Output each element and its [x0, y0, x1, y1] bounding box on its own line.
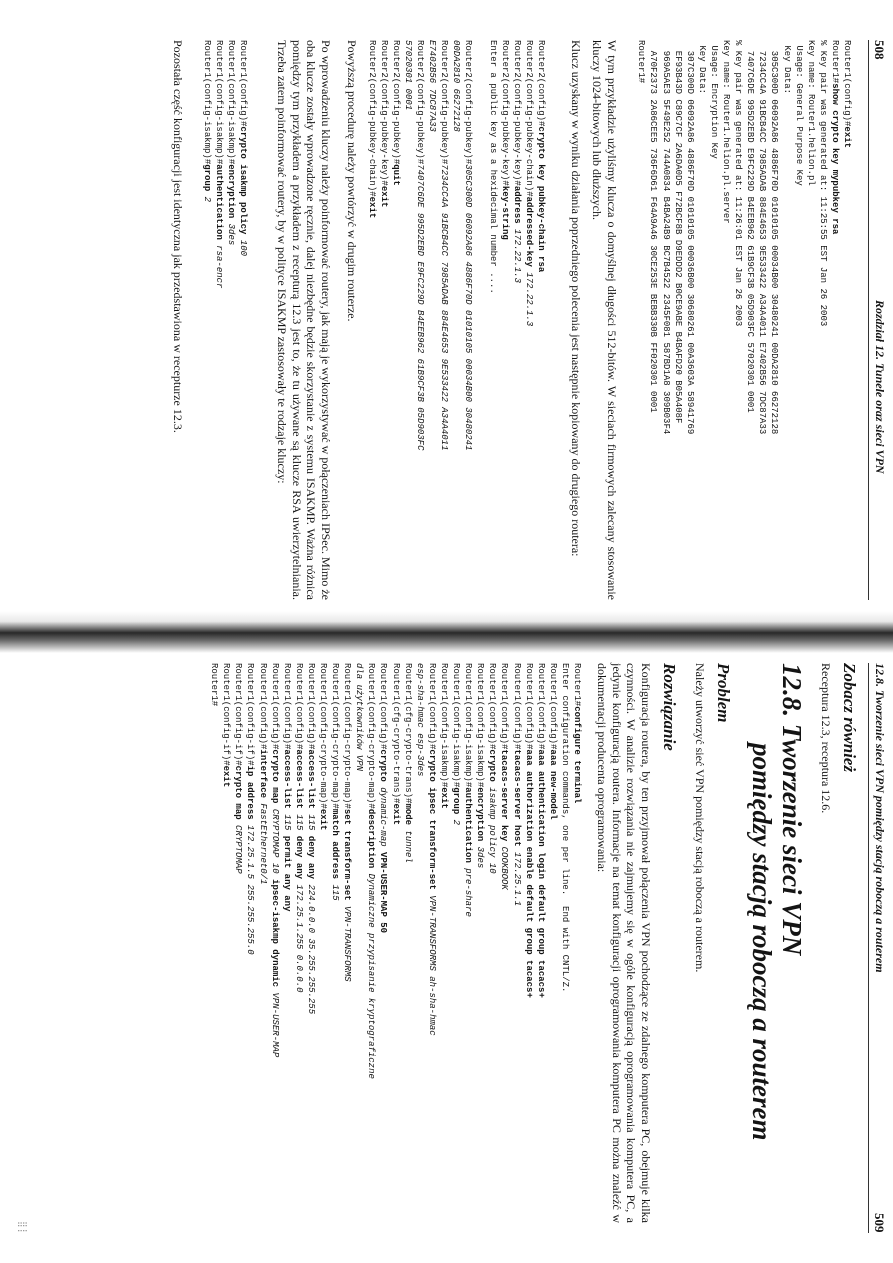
code-segment: 305C300D 06092A86 4886F70D 01010105 00034B00 30480241 [463, 164, 474, 451]
code-segment: VPN-TRANSFORMS ah-sha-hmac [426, 895, 437, 1036]
code-segment: Key Data: [781, 40, 792, 95]
book-gutter-shadow [0, 611, 893, 653]
code-segment: Router1(config-isakmp)# [451, 663, 462, 788]
code-line [523, 663, 535, 1079]
code-line [390, 663, 402, 1079]
code-segment: ipsec-isakmp dynamic [269, 879, 280, 988]
code-segment: 3des [225, 218, 236, 246]
code-segment: crypto key pubkey-chain rsa [536, 126, 546, 273]
code-line [244, 663, 256, 1079]
code-line [365, 663, 377, 1079]
code-segment: CRYPTOMAP [233, 819, 244, 874]
code-segment: interface [257, 749, 268, 799]
code-line [414, 663, 426, 1079]
code-segment: aaa authorization enable default group tacacs+ [523, 749, 534, 998]
code-segment: VPN-USER-MAP [269, 987, 280, 1058]
code-segment: Key name: Router1.helion.pl.server [721, 40, 732, 224]
paragraph-key-length: W tym przykładzie użyliśmy klucza o domyślnej długości 512-bitów. W sieciach firmowych zalecany stosowanie kluczy 1024-bitowych lub dłuższych. [590, 40, 619, 600]
code-segment: exit [390, 803, 401, 826]
code-segment: rsa-encr [213, 239, 224, 289]
code-segment: A70F2373 2A86CEE5 736F6D61 F64A9A46 30CE253E BEBB330B FF020301 0001 [648, 40, 659, 413]
code-segment: Dynamiczne przypisanie kryptograficzne [366, 868, 377, 1079]
code-segment: Router1(config)# [281, 663, 292, 750]
code-segment: Router1(config-if)# [221, 663, 232, 766]
code-segment: 7234CC4A 91BCB4CC 7985ADAB 884E4653 9E533422 A34A4011 [439, 164, 450, 451]
code-line [426, 40, 438, 450]
code-segment: 7407C6DE 995D2EBD E9FC229D B4EEB962 61B9CF3B 05D903FC [415, 164, 426, 451]
code-segment: Enter configuration commands, one per line. End with CNTL/Z. [559, 663, 570, 993]
code-segment: 224.0.0.0 35.255.255.255 [305, 879, 316, 1015]
code-segment: group [451, 787, 462, 815]
code-line [510, 663, 522, 1079]
code-line [474, 663, 486, 1079]
left-page [0, 0, 893, 611]
code-segment: ip address [245, 765, 256, 820]
code-segment: Router2(config-pubkey-key)# [511, 40, 522, 186]
left-page-number: 508 [872, 40, 887, 60]
code-segment: deny any [305, 835, 316, 880]
code-segment: Router1(config)# [547, 663, 558, 750]
code-segment: exit [438, 787, 449, 809]
paragraph-isakmp-info: Po wprowadzeniu kluczy należy poinformować routery, jak mają je wykorzystywać w połączeniach IPSec. Mimo że oba klucze zostały wprowadzone ręcznie, dalej niezbędne będzie skorzystanie z systemu ISAKMP. Ważna różnica pomiędzy tym przykładem a przykładem z recepturą 12.3 jest to, że tu używane są klucze RSA uwierzytelniania. Trzeba zatem poinformować routery, by w polityce ISAKMP zastosowały te rodzaje kluczy: [275, 40, 333, 600]
code-segment: exit [366, 196, 377, 219]
code-line [450, 40, 462, 450]
code-segment: group [201, 164, 212, 192]
code-segment: Usage: General Purpose Key [793, 40, 804, 186]
code-line [402, 40, 414, 450]
code-line [269, 663, 281, 1079]
code-segment: Router1(config)# [378, 663, 389, 750]
right-page-number: 509 [872, 1213, 887, 1233]
code-line [462, 40, 474, 450]
code-segment: Router1(config-crypto-map)# [366, 663, 377, 809]
code-line [817, 40, 829, 434]
code-line [487, 40, 499, 450]
code-segment: Router1# [636, 40, 647, 84]
code-segment: Router2(config-pubkey-chain)# [523, 40, 534, 197]
code-line [377, 663, 389, 1079]
code-line [841, 40, 853, 434]
code-line [635, 40, 647, 434]
code-line [213, 40, 225, 288]
code-segment: set transform-set [342, 808, 353, 901]
code-line [220, 663, 232, 1079]
left-header-rule [868, 40, 869, 600]
code-segment: Enter a public key as a hexidecimal number .... [487, 40, 498, 294]
code-segment: 115 [305, 808, 316, 836]
code-segment: 2 [201, 191, 212, 203]
section-title-line-1: 12.8. Tworzenie sieci VPN [777, 663, 807, 956]
paragraph-rest-config: Pozostała część konfiguracji jest identyczna jak przedstawiona w recepturze 12.3. [171, 40, 185, 433]
code-line [660, 40, 672, 434]
code-line [317, 663, 329, 1079]
code-line [672, 40, 684, 434]
code-line [559, 663, 571, 1079]
code-block-show-key [635, 40, 853, 434]
code-segment: encryption [475, 787, 486, 842]
code-segment: Router2(config-pubkey-key)# [499, 40, 510, 186]
see-also-heading: Zobacz również [840, 663, 859, 773]
code-segment: isakmp policy 10 [487, 781, 498, 874]
code-line [499, 40, 511, 450]
code-line [647, 40, 659, 434]
code-segment: Usage: Encryption Key [708, 40, 719, 159]
code-segment: 00DA2810 66272128 [451, 40, 462, 132]
code-line [523, 40, 535, 450]
code-segment: E7402B56 7DC87A33 [427, 40, 438, 132]
solution-text: Konfiguracja routera, by ten przyjmował połączenia VPN pochodzące ze zdalnego komputera PC, obejmuje kilka czynności. W analizie rozwiązania nie zajmujemy się w ogóle konfiguracją oprogramowania komputera PC, a jedynie konfiguracją routera. Informacje na temat konfiguracji oprogramowania komputera PC można znaleźć w dokumentacji producenta oprogramowania: [595, 663, 653, 1223]
code-segment: Router2(config-pubkey)# [463, 40, 474, 165]
code-segment: % Key pair was generated at: 11:25:55 EST Jan 26 2003 [817, 40, 828, 327]
code-segment: show crypto key mypubkey rsa [829, 83, 840, 235]
code-line [353, 663, 365, 1079]
code-segment: access-list [281, 749, 292, 809]
code-line [720, 40, 732, 434]
code-segment: Router1(config-isakmp)# [463, 663, 474, 788]
code-line [390, 40, 402, 450]
code-line [438, 663, 450, 1079]
code-line [366, 40, 378, 450]
code-segment: Router1(config)# [238, 40, 248, 127]
code-line [768, 40, 780, 434]
code-line [684, 40, 696, 434]
code-line [756, 40, 768, 434]
code-segment: 307C300D 06092A86 4886F70D 01010105 00036B00 30680261 00A3603A 58941769 [684, 40, 695, 435]
code-segment: Router1(config)# [535, 663, 546, 750]
code-segment: 115 [330, 879, 341, 901]
code-segment: Key name: Router1.helion.pl [805, 40, 816, 186]
code-line [329, 663, 341, 1079]
code-segment: permit any any [281, 835, 292, 912]
code-line [498, 663, 510, 1079]
code-segment: exit [221, 765, 232, 788]
code-segment: deny any [293, 835, 304, 880]
code-segment: 172.25.1.255 0.0.0.0 [293, 879, 304, 993]
code-line [438, 40, 450, 450]
code-line [547, 663, 559, 1079]
code-segment: aaa new-model [547, 749, 558, 820]
code-segment: Router1(cfg-crypto-trans)# [402, 663, 413, 804]
code-segment: exit [842, 126, 852, 149]
code-line [208, 663, 220, 1079]
code-line [793, 40, 805, 434]
code-line [256, 663, 268, 1079]
code-line [708, 40, 720, 434]
code-segment: Router1(config)# [269, 663, 280, 750]
code-line [201, 40, 213, 288]
code-segment: Router1(config-if)# [245, 663, 256, 766]
code-segment: 7234CC4A 91BCB4CC 7985ADAB 884E4653 9E533422 A34A4011 E7402B56 7DC87A33 [757, 40, 768, 435]
code-segment: EF93B43D C89C7CF 2A6DA0D5 F72BCF8B D9EDDD2 B0CE9ABE B4BAFD20 B05A408F [672, 40, 683, 424]
code-segment: Router1(config-crypto-map)# [318, 663, 329, 809]
code-segment: ipsec transform-set [426, 781, 437, 896]
code-segment: Router1# [209, 663, 220, 707]
scanner-noise-mark: ⣿⡇ [17, 1221, 27, 1237]
problem-heading: Problem [714, 663, 733, 723]
code-segment: exit [378, 185, 389, 208]
code-segment: description [366, 808, 377, 869]
code-segment: Router1(config)# [293, 663, 304, 750]
code-segment: dynamic-map [378, 781, 389, 853]
code-segment: Router1# [829, 40, 840, 84]
code-segment: crypto map [269, 749, 280, 804]
code-line [450, 663, 462, 1079]
code-line [535, 40, 547, 450]
code-segment: Router1(config)# [426, 663, 437, 750]
code-segment: CRYPTOMAP 10 [269, 803, 280, 880]
code-line [462, 663, 474, 1079]
code-line [732, 40, 744, 434]
code-segment: authentication [213, 164, 224, 240]
code-segment: exit [318, 808, 329, 831]
code-line [402, 663, 414, 1079]
code-segment: Router2(config-pubkey)# [415, 40, 426, 165]
code-segment: Router1# [572, 663, 582, 707]
code-segment: 100 [238, 234, 248, 257]
code-line [696, 40, 708, 434]
code-segment: configure terminal [572, 706, 582, 804]
code-segment: encryption [225, 164, 236, 219]
code-segment: Router1(config)# [523, 663, 534, 750]
code-segment: Router1(config-isakmp)# [438, 663, 449, 788]
code-segment: addressed-key [523, 196, 534, 267]
code-line [293, 663, 305, 1079]
code-segment: 969A5AE3 5F49E252 744A0834 B4BA24B9 BC7B4522 2345F081 587BD1A8 309B03F4 [660, 40, 671, 435]
code-segment: Router2(config-pubkey)# [439, 40, 450, 165]
code-segment: tacacs-server key [499, 749, 510, 842]
code-segment: quit [390, 164, 401, 186]
code-segment: Router1(config-if)# [233, 663, 244, 766]
code-segment: Router1(config)# [305, 663, 316, 750]
code-segment: 305C300D 06092A86 4886F70D 01010105 00034B00 30480241 00DA2810 66272128 [769, 40, 780, 435]
right-running-header: 12.8. Tworzenie sieci VPN pomiędzy stacją roboczą a routerem [873, 663, 887, 973]
code-line [426, 663, 438, 1079]
code-line [571, 663, 583, 1079]
code-segment: 7407C6DE 995D2EBD E9FC229D B4EEB962 61B9CF3B 05D903FC 57020301 0001 [745, 40, 756, 413]
code-segment: 3des [475, 841, 486, 869]
code-segment: crypto [426, 749, 437, 782]
code-segment: Router1(config)# [257, 663, 268, 750]
code-line [232, 663, 244, 1079]
code-line [237, 40, 249, 288]
code-segment: access-list [305, 749, 316, 809]
code-segment: Key Data: [696, 40, 707, 95]
code-segment: Router1(config-crypto-map)# [342, 663, 353, 809]
right-header-rule [868, 663, 869, 1233]
code-segment: tacacs-server host [511, 749, 522, 847]
code-segment: Router2(config-pubkey-chain)# [366, 40, 377, 197]
code-line [780, 40, 792, 434]
code-segment: Router1(config)# [842, 40, 852, 127]
code-segment: 57020301 0001 [402, 40, 413, 111]
problem-text: Należy utworzyć sieć VPN pomiędzy stacją roboczą a routerem. [693, 663, 707, 973]
code-line [805, 40, 817, 434]
code-line [829, 40, 841, 434]
left-running-header: Rozdział 12. Tunele oraz sieci VPN [873, 300, 887, 474]
code-segment: FastEthernet0/1 [257, 798, 268, 885]
code-segment: COOKBOOK [499, 841, 510, 890]
code-segment: key-string [499, 185, 510, 240]
section-title-line-2: pomiędzy stacją roboczą a routerem [747, 743, 777, 1141]
code-line [486, 663, 498, 1079]
code-segment: Router2(config-pubkey)# [390, 40, 401, 165]
right-page [0, 653, 893, 1263]
code-segment: 172.25.1.5 255.255.255.0 [245, 819, 256, 955]
solution-heading: Rozwiązanie [660, 663, 679, 751]
code-segment: Router1(config)# [499, 663, 510, 750]
paragraph-key-copy: Klucz uzyskany w wyniku działania poprzedniego polecenia jest następnie kopiowany do drugiego routera: [569, 40, 583, 557]
code-line [511, 40, 523, 450]
code-line [305, 663, 317, 1079]
code-line [535, 663, 547, 1079]
code-segment: authentication [463, 787, 474, 863]
code-segment: dla użytkowników VPN [354, 663, 365, 772]
code-line [378, 40, 390, 450]
code-segment: 172.25.1.1 [511, 846, 522, 907]
code-segment: tunnel [402, 825, 413, 863]
code-segment: Router1(config-isakmp)# [475, 663, 486, 788]
code-line [414, 40, 426, 450]
code-line [281, 663, 293, 1079]
code-segment: % Key pair was generated at: 11:26:01 EST Jan 26 2003 [733, 40, 744, 327]
code-segment: Router1(config-crypto-map)# [330, 663, 341, 809]
code-segment: Router1(config)# [487, 663, 498, 750]
code-segment: crypto [378, 749, 389, 782]
code-segment: 115 [281, 808, 292, 836]
code-segment: Router1(config-isakmp)# [213, 40, 224, 165]
code-segment: Router2(config-pubkey-key)# [378, 40, 389, 186]
code-segment: 172.22.1.3 [523, 266, 534, 327]
code-segment: Router1(config-isakmp)# [225, 40, 236, 165]
code-line [744, 40, 756, 434]
code-line [341, 663, 353, 1079]
code-block-isakmp-policy [201, 40, 249, 288]
code-segment: match address [330, 808, 341, 880]
code-block-router-config [208, 663, 583, 1079]
code-segment: Router2(config)# [536, 40, 546, 127]
code-segment: VPN-TRANSFORMS [342, 900, 353, 982]
code-segment: address [511, 185, 522, 224]
code-segment: crypto [487, 749, 498, 782]
code-segment: 115 [293, 808, 304, 836]
code-segment: crypto map [233, 765, 244, 820]
code-segment: 172.22.1.3 [511, 223, 522, 284]
code-line [474, 40, 486, 450]
code-segment: Router1(config)# [511, 663, 522, 750]
code-segment: Router1(config-isakmp)# [201, 40, 212, 165]
code-segment: VPN-USER-MAP 50 [378, 852, 389, 934]
code-segment: access-list [293, 749, 304, 809]
code-segment: Router1(cfg-crypto-trans)# [390, 663, 401, 804]
see-also-text: Receptura 12.3, receptura 12.6. [819, 663, 833, 814]
section-title [747, 663, 807, 1233]
code-segment: aaa authentication login default group tacacs+ [535, 749, 546, 998]
code-segment: crypto isakmp policy [238, 126, 248, 235]
code-segment: esp-sha-hmac esp-3des [414, 663, 425, 777]
code-segment: pre-share [463, 862, 474, 917]
paragraph-repeat: Powyższą procedurę należy powtórzyć w drugim routerze. [345, 40, 359, 322]
code-line [225, 40, 237, 288]
code-segment: mode [402, 803, 413, 826]
code-block-pubkey-chain [366, 40, 547, 450]
code-segment: 2 [451, 814, 462, 826]
